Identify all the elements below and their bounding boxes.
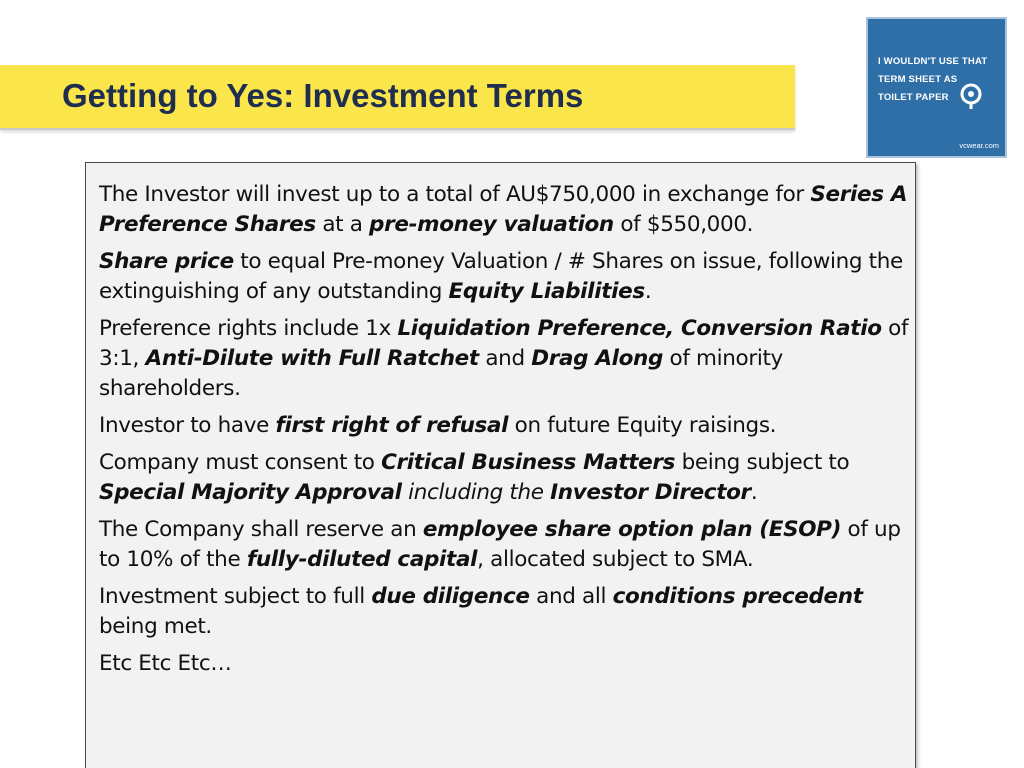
term-highlight: Critical Business Matters xyxy=(381,450,676,475)
term-text: being subject to xyxy=(675,450,850,475)
term-paragraph xyxy=(99,515,914,575)
term-paragraph xyxy=(99,649,914,679)
term-paragraph xyxy=(99,180,914,240)
term-paragraph xyxy=(99,314,914,404)
term-paragraph xyxy=(99,247,914,307)
term-text: on future Equity raisings. xyxy=(508,413,777,438)
term-text: Company must consent to xyxy=(99,450,382,475)
term-highlight: fully-diluted capital xyxy=(246,547,478,572)
logo-line-2: TERM SHEET AS xyxy=(878,74,958,85)
term-text: of minority shareholders. xyxy=(99,346,783,401)
term-text: . xyxy=(750,480,758,505)
term-highlight: due diligence xyxy=(371,584,530,609)
slide-title: Getting to Yes: Investment Terms xyxy=(62,77,584,114)
term-highlight: Equity Liabilities xyxy=(448,279,645,304)
term-highlight: Anti-Dilute with Full Ratchet xyxy=(145,346,479,371)
term-text: being met. xyxy=(99,614,212,639)
term-highlight: employee share option plan (ESOP) xyxy=(422,517,842,542)
term-text: The Investor will invest up to a total of AU$750,000 in exchange for xyxy=(99,182,811,207)
vcwear-logo xyxy=(866,17,1007,158)
term-text: of 3:1, xyxy=(99,316,909,371)
logo-line-1: I WOULDN'T USE THAT xyxy=(878,56,988,67)
term-highlight: Special Majority Approval xyxy=(99,480,402,505)
term-highlight: conditions precedent xyxy=(612,584,863,609)
term-highlight: Share price xyxy=(99,249,234,274)
term-text: at a xyxy=(315,212,370,237)
term-text: Etc Etc Etc… xyxy=(99,651,232,676)
terms-body xyxy=(99,180,914,686)
term-text: of up to 10% of the xyxy=(99,517,901,572)
term-highlight: first right of refusal xyxy=(275,413,509,438)
term-text: to equal Pre-money Valuation / # Shares on issue, following the extinguishing of any outstanding xyxy=(99,249,903,304)
term-text: , allocated subject to SMA. xyxy=(477,547,754,572)
term-highlight: Investor Director xyxy=(550,480,751,505)
term-text: Preference rights include 1x xyxy=(99,316,398,341)
term-paragraph xyxy=(99,448,914,508)
term-text: of $550,000. xyxy=(613,212,754,237)
term-paragraph xyxy=(99,411,914,441)
term-highlight: Series A Preference Shares xyxy=(99,182,908,237)
term-highlight: including the xyxy=(401,480,551,505)
term-text: and all xyxy=(529,584,613,609)
term-text: . xyxy=(644,279,652,304)
term-highlight: Liquidation Preference, Conversion Ratio xyxy=(397,316,882,341)
term-text: Investment subject to full xyxy=(99,584,372,609)
term-text: and xyxy=(478,346,532,371)
term-text: The Company shall reserve an xyxy=(99,517,423,542)
term-highlight: Drag Along xyxy=(531,346,664,371)
toilet-paper-roll-icon xyxy=(956,81,986,111)
term-paragraph xyxy=(99,582,914,642)
logo-line-3: TOILET PAPER xyxy=(878,92,949,103)
logo-site: vcwear.com xyxy=(959,141,999,150)
term-highlight: pre-money valuation xyxy=(369,212,614,237)
term-text: Investor to have xyxy=(99,413,276,438)
